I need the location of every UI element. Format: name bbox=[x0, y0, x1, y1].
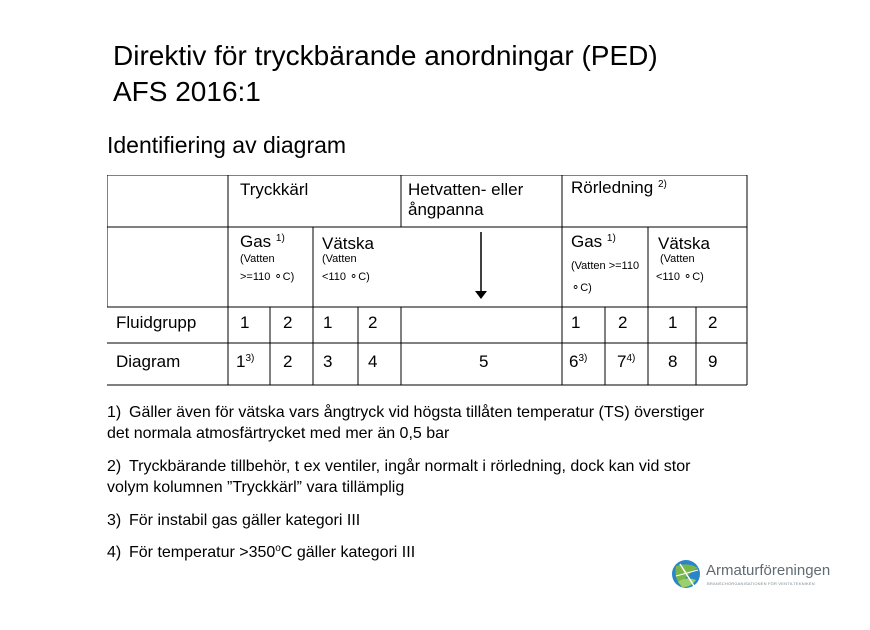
footnote-number: 3) bbox=[107, 512, 122, 529]
footnote-3 bbox=[107, 510, 807, 531]
header-hetvatten: Hetvatten- eller ångpanna bbox=[408, 180, 524, 219]
subheader-tk-vatska: Vätska bbox=[322, 234, 374, 253]
fluidgrupp-cell: 1 bbox=[571, 313, 581, 332]
slide-subtitle: Identifiering av diagram bbox=[107, 132, 347, 158]
slide-title bbox=[113, 38, 813, 110]
subheader-tk-gas-cond-1: (Vatten bbox=[240, 253, 275, 265]
subheader-rl-gas-label: Gas bbox=[571, 232, 603, 251]
footnote-text: Tryckbärande tillbehör, t ex ventiler, ingår normalt i rörledning, dock kan vid stor bbox=[129, 458, 691, 475]
diagram-cell: 4 bbox=[368, 352, 378, 371]
diagram-cell-note: 3) bbox=[245, 353, 255, 364]
diagram-cell: 3 bbox=[323, 352, 333, 371]
diagram-cell: 8 bbox=[668, 352, 678, 371]
footnote-text: För instabil gas gäller kategori III bbox=[129, 512, 361, 529]
diagram-cell bbox=[236, 352, 254, 372]
fluidgrupp-cell: 1 bbox=[323, 313, 333, 332]
armaturforeningen-logo bbox=[670, 556, 830, 596]
row-label-fluidgrupp: Fluidgrupp bbox=[116, 313, 197, 332]
subheader-rl-gas bbox=[571, 232, 616, 252]
logo-globe-icon bbox=[670, 556, 702, 592]
subheader-tk-vatska-cond-2: <110 ⚬C) bbox=[322, 271, 370, 283]
subheader-rl-gas-note: 1) bbox=[606, 233, 616, 244]
footnote-degree-sup: o bbox=[275, 543, 281, 554]
diagram-cell-value: 6 bbox=[569, 352, 579, 371]
fluidgrupp-cell: 2 bbox=[708, 313, 718, 332]
subheader-tk-gas-cond-2: >=110 ⚬C) bbox=[240, 271, 295, 283]
footnote-1 bbox=[107, 402, 807, 444]
subheader-rl-vatska-cond-2: <110 ⚬C) bbox=[656, 271, 704, 283]
subheader-tk-vatska-cond-1: (Vatten bbox=[322, 253, 357, 265]
row-label-diagram: Diagram bbox=[116, 352, 181, 371]
fluidgrupp-cell: 2 bbox=[283, 313, 293, 332]
subheader-rl-gas-cond-2: ⚬C) bbox=[571, 282, 592, 294]
footnote-text: det normala atmosfärtrycket med mer än 0,5 bar bbox=[107, 425, 450, 442]
subheader-rl-gas-cond-1: (Vatten >=110 bbox=[571, 260, 640, 272]
diagram-cell: 2 bbox=[283, 352, 293, 371]
fluidgrupp-cell: 2 bbox=[368, 313, 378, 332]
slide-title-line-1: Direktiv för tryckbärande anordningar (PED) bbox=[113, 40, 658, 71]
footnote-text: Gäller även för vätska vars ångtryck vid högsta tillåten temperatur (TS) överstiger bbox=[129, 404, 705, 421]
slide-title-line-2: AFS 2016:1 bbox=[113, 76, 261, 107]
diagram-cell: 5 bbox=[479, 352, 489, 371]
logo-wordmark: Armaturföreningen bbox=[706, 562, 831, 579]
diagram-cell-note: 4) bbox=[626, 353, 636, 364]
header-rorledning-note: 2) bbox=[657, 179, 667, 190]
footnote-text: För temperatur >350 bbox=[129, 544, 276, 561]
subheader-rl-vatska-cond-1: (Vatten bbox=[660, 253, 695, 265]
subheader-tk-gas bbox=[240, 232, 285, 252]
subheader-tk-gas-label: Gas bbox=[240, 232, 272, 251]
subheader-tk-gas-note: 1) bbox=[275, 233, 285, 244]
subheader-rl-vatska: Vätska bbox=[658, 234, 710, 253]
diagram-cell-value: 7 bbox=[617, 352, 627, 371]
logo-tagline: BRANSCHORGANISATIONEN FÖR VENTILTEKNIKEN bbox=[707, 581, 815, 586]
diagram-cell-value: 1 bbox=[236, 352, 246, 371]
header-tryckkarl: Tryckkärl bbox=[240, 180, 309, 199]
diagram-cell: 9 bbox=[708, 352, 718, 371]
footnote-2 bbox=[107, 456, 807, 498]
footnote-number: 4) bbox=[107, 544, 122, 561]
fluidgrupp-cell: 1 bbox=[668, 313, 678, 332]
footnote-text: C gäller kategori III bbox=[280, 544, 416, 561]
footnote-text: volym kolumnen ”Tryckkärl” vara tillämplig bbox=[107, 479, 405, 496]
arrow-down-icon bbox=[475, 232, 487, 299]
diagram-cell-note: 3) bbox=[578, 353, 588, 364]
header-rorledning bbox=[571, 178, 667, 198]
diagram-cell bbox=[569, 352, 587, 372]
footnote-number: 1) bbox=[107, 404, 122, 421]
footnote-number: 2) bbox=[107, 458, 122, 475]
fluidgrupp-cell: 1 bbox=[240, 313, 250, 332]
header-rorledning-label: Rörledning bbox=[571, 178, 654, 197]
fluidgrupp-cell: 2 bbox=[618, 313, 628, 332]
diagram-cell bbox=[617, 352, 635, 372]
